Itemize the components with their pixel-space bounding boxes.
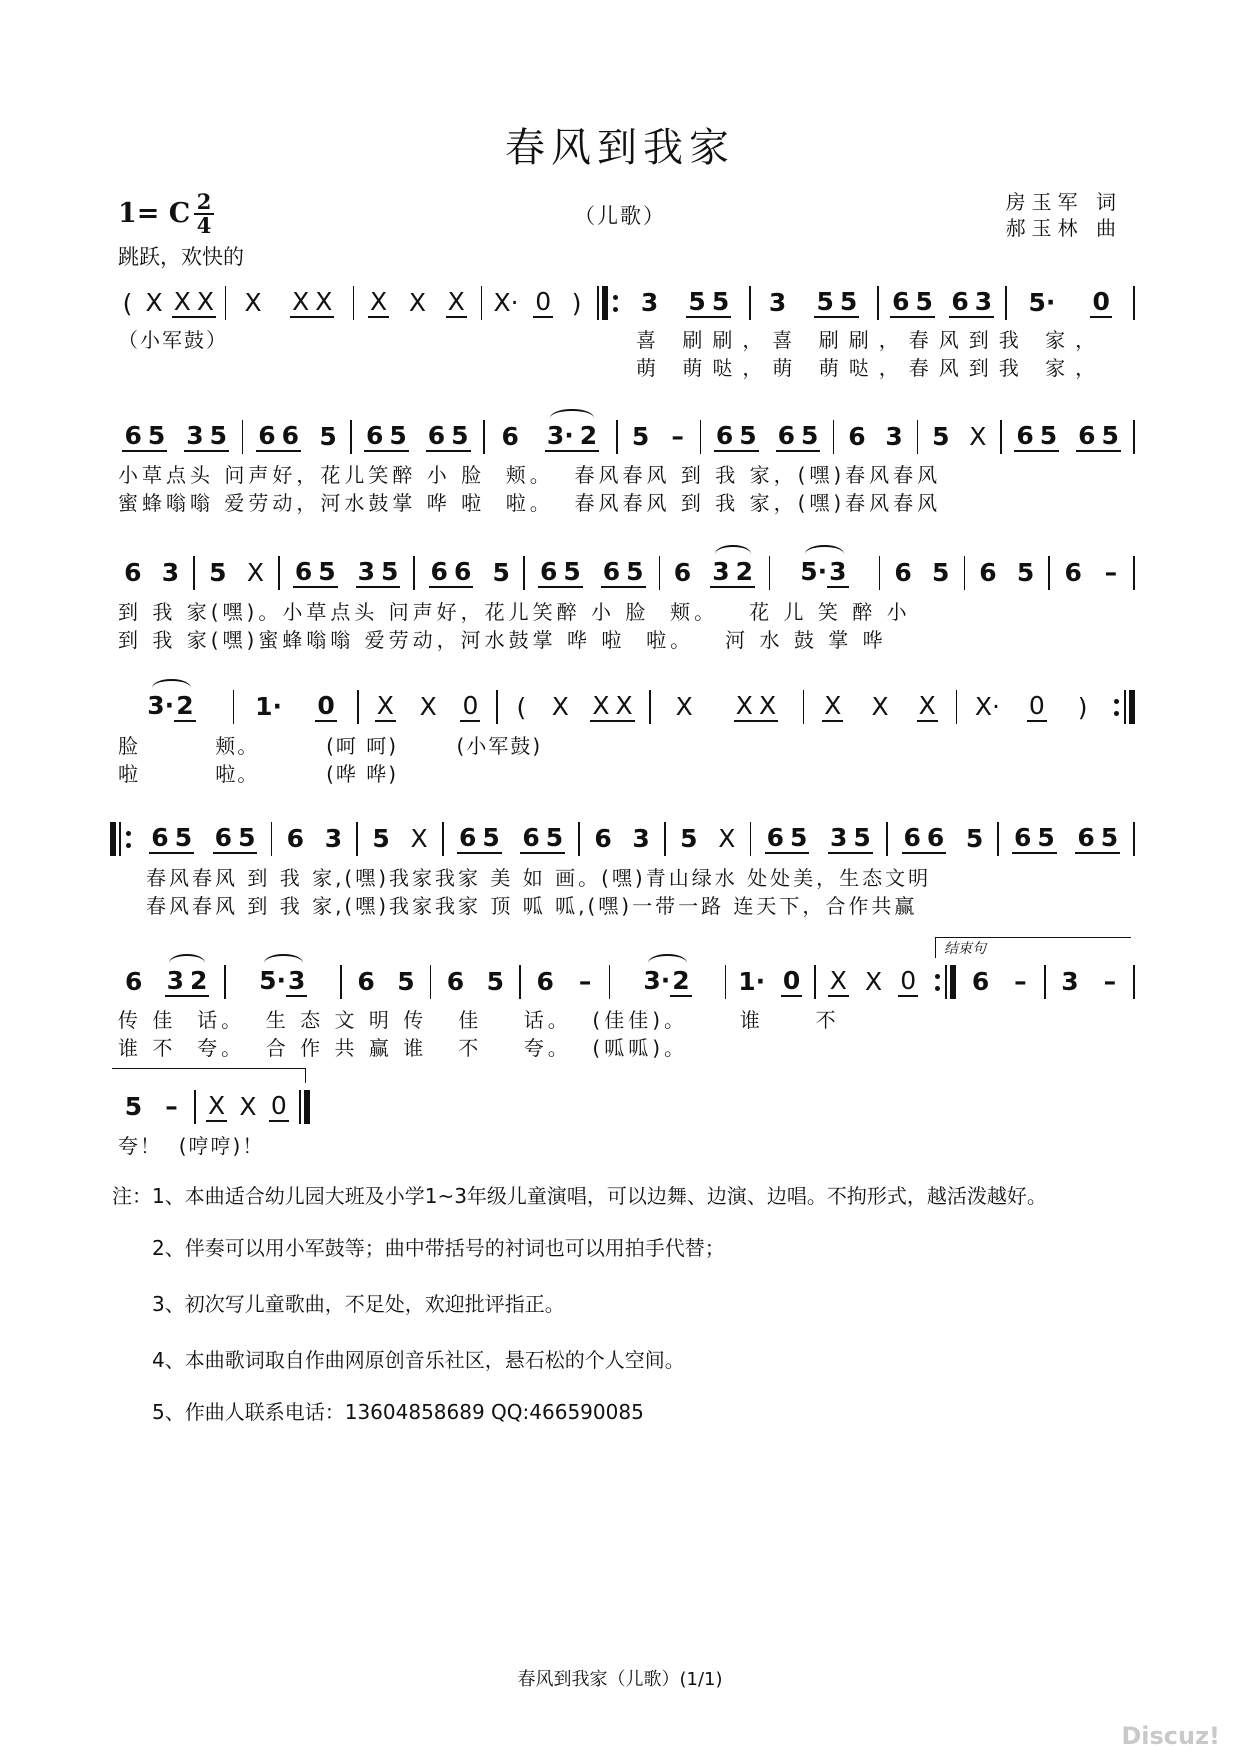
measure: 1· 0: [738, 965, 801, 996]
lyric-line: 蜜蜂嗡嗡 爱劳动，河水鼓掌 哗 啦 啦。 春风春风 到 我 家，(嘿)春风春风: [118, 491, 942, 515]
measure: 6 5 6 5: [151, 822, 256, 852]
measure: 6 5 6 5: [1016, 420, 1119, 450]
measure: 5 –: [124, 1092, 178, 1121]
time-sig-top: 2: [196, 189, 212, 214]
measure: 6 5 3 5: [294, 556, 399, 586]
measure: 6 5: [446, 967, 505, 996]
score-system-2: [110, 420, 1135, 454]
time-sig-bottom: 4: [196, 213, 212, 238]
measure: X X 0: [359, 690, 496, 724]
measure: 6 3 2: [660, 556, 768, 590]
measure: 5· 3: [226, 965, 340, 999]
measure: 6 6 5: [430, 556, 510, 587]
lyric-line: 啦 啦。 (哗 哗): [118, 762, 399, 786]
score-system-4: [110, 690, 1135, 724]
note-1: 注：1、本曲适合幼儿园大班及小学1~3年级儿童演唱，可以边舞、边演、边唱。不拘形式，越活泼越好。: [112, 1184, 1047, 1208]
lyric-line: 春风春风 到 我 家,(嘿)我家我家 顶 呱 呱,(嘿)一带一路 连天下，合作共赢: [146, 894, 918, 918]
measure: X X X: [244, 286, 333, 317]
score-system-5: [110, 822, 1135, 856]
measure: 6 3: [594, 824, 650, 853]
measure: X X X: [675, 690, 777, 721]
lyric-line: 夸！ (哼哼)！: [118, 1134, 265, 1158]
measure: 6 5: [979, 558, 1035, 587]
measure: X· 0 ): [493, 286, 582, 318]
measure: 5· 0: [1028, 286, 1110, 317]
measure: 6 5 6 5: [539, 556, 644, 586]
measure: 6 3: [286, 824, 343, 853]
measure: 6 5 6 5: [458, 822, 564, 852]
score-system-1: [110, 286, 1135, 320]
measure: 6 5: [894, 558, 950, 587]
measure: 6 5 6 5: [715, 420, 819, 450]
note-5: 5、作曲人联系电话：13604858689 QQ:466590085: [152, 1400, 644, 1424]
measure: 3 –: [1061, 967, 1117, 996]
measure: 3· 2: [610, 965, 724, 999]
measure: 6 –: [971, 967, 1027, 996]
page-footer: 春风到我家（儿歌）(1/1): [517, 1669, 723, 1690]
measure: 3 5 5: [768, 286, 858, 317]
measure: X X X: [370, 286, 465, 317]
lyric-line: （小军鼓）: [118, 328, 228, 352]
score-title: 春风到我家: [505, 125, 735, 171]
note-3: 3、初次写儿童歌曲，不足处，欢迎批评指正。: [152, 1292, 565, 1316]
genre-label: （儿歌）: [574, 204, 666, 228]
note-4: 4、本曲歌词取自作曲网原创音乐社区，悬石松的个人空间。: [152, 1348, 685, 1372]
lyric-line: 传 佳 话。 生 态 文 明 传 佳 话。 (佳佳)。 谁 不: [118, 1008, 840, 1032]
lyric-line: 喜 刷刷，喜 刷刷，春风到我 家，: [636, 328, 1106, 352]
lyric-line: 萌 萌哒，萌 萌哒，春风到我 家，: [636, 356, 1106, 380]
measure: 6 3· 2: [485, 420, 617, 454]
measure: 6 3 2: [110, 965, 224, 999]
lyricist-credit: 房玉军 词: [1005, 190, 1122, 214]
volta-continuation: [112, 1068, 306, 1083]
measure: 6 –: [1064, 558, 1118, 587]
measure: ( X X X: [516, 690, 633, 722]
watermark: Discuz!: [1121, 1722, 1220, 1750]
score-system-7: [110, 1090, 310, 1124]
measure: 5 X: [372, 824, 428, 853]
score-system-3: [110, 556, 1135, 590]
measure: 6 5 3 5: [766, 822, 871, 852]
measure: 5 –: [631, 422, 684, 451]
lyric-line: 脸 颊。 (呵 呵) (小军鼓): [118, 734, 543, 758]
lyric-line: 小草点头 问声好，花儿笑醉 小 脸 颊。 春风春风 到 我 家，(嘿)春风春风: [118, 463, 942, 487]
measure: 6 5 3 5: [124, 420, 228, 450]
score-system-6: [110, 965, 1135, 999]
composer-credit: 郝玉林 曲: [1005, 216, 1122, 240]
measure: 6 6 5: [258, 420, 337, 451]
measure: 6 –: [536, 967, 592, 996]
lyric-line: 谁 不 夸。 合 作 共 赢 谁 不 夸。 (呱呱)。: [118, 1036, 689, 1060]
measure: 5 X: [680, 824, 736, 853]
lyric-line: 春风春风 到 我 家,(嘿)我家我家 美 如 画。(嘿)青山绿水 处处美，生态文明: [146, 866, 932, 890]
volta-label: 结束句: [944, 941, 986, 957]
volta-bracket: [935, 937, 1131, 958]
measure: 6 3: [124, 558, 180, 587]
measure: X X 0: [196, 1090, 299, 1124]
measure: X X 0: [816, 965, 930, 999]
measure: 5 X: [209, 558, 265, 587]
measure: 6 5 6 3: [892, 286, 993, 316]
measure: 1· 0: [255, 690, 335, 721]
tempo-marking: 跳跃，欢快的: [118, 245, 244, 269]
lyric-line: 到 我 家(嘿)蜜蜂嗡嗡 爱劳动，河水鼓掌 哗 啦 啦。 河 水 鼓 掌 哗: [118, 628, 887, 652]
lyric-line: 到 我 家(嘿)。小草点头 问声好，花儿笑醉 小 脸 颊。 花 儿 笑 醉 小: [118, 600, 911, 624]
measure: 3· 2: [110, 690, 233, 724]
measure: X X X: [824, 690, 936, 721]
measure: 6 5: [357, 967, 415, 996]
measure: 5 X: [932, 422, 987, 451]
measure: X· 0 ): [974, 690, 1088, 722]
measure: 6 5 6 5: [1013, 822, 1119, 852]
measure: 6 3: [848, 422, 903, 451]
note-2: 2、伴奏可以用小军鼓等；曲中带括号的衬词也可以用拍手代替；: [152, 1236, 725, 1260]
measure: ( X X X: [122, 286, 214, 318]
measure: 3 5 5: [640, 286, 730, 317]
measure: 6 5 6 5: [365, 420, 469, 450]
key-signature: 1= C: [118, 198, 191, 229]
measure: 6 6 5: [903, 822, 984, 853]
measure: 5· 3: [770, 556, 878, 590]
